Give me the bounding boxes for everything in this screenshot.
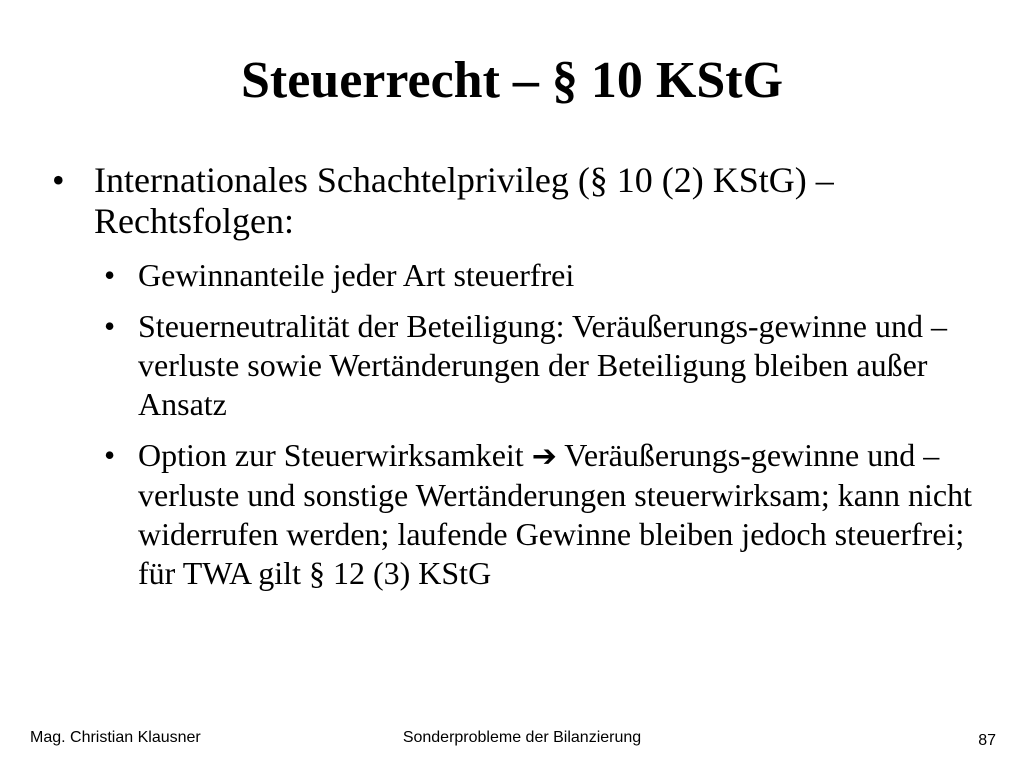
sub-bullet-text: Steuerneutralität der Beteiligung: Veräußerungs-gewinne und –verluste sowie Wertänderungen der Beteiligung bleiben außer Ansatz [138, 308, 947, 422]
bullet-marker: • [104, 257, 116, 293]
sub-bullet-text-after: Veräußerungs-gewinne und –verluste und sonstige Wertänderungen steuerwirksam; kann nicht widerrufen werden; laufende Gewinne bleiben jedoch steuerfrei; für TWA gilt § 12 (3) KStG [138, 437, 972, 591]
main-bullet-text: Internationales Schachtelprivileg (§ 10 (2) KStG) – Rechtsfolgen: [94, 160, 834, 241]
right-arrow-icon: ➔ [531, 439, 557, 474]
sub-bullet-list [94, 256, 1002, 593]
page-number: 87 [978, 732, 996, 749]
bullet-marker: • [52, 160, 65, 200]
sub-bullet-text-before: Option zur Steuerwirksamkeit [138, 437, 524, 473]
bullet-marker: • [104, 308, 116, 344]
bullet-marker: • [104, 437, 116, 473]
footer-topic: Sonderprobleme der Bilanzierung [402, 729, 642, 746]
slide-content [52, 160, 1002, 605]
slide-title: Steuerrecht – § 10 KStG [240, 52, 784, 109]
sub-bullet-item [94, 436, 1002, 593]
sub-bullet-text: Gewinnanteile jeder Art steuerfrei [138, 257, 575, 293]
main-bullet [52, 160, 1002, 242]
footer-author: Mag. Christian Klausner [30, 729, 201, 746]
sub-bullet-item [94, 307, 1002, 424]
sub-bullet-item [94, 256, 1002, 295]
